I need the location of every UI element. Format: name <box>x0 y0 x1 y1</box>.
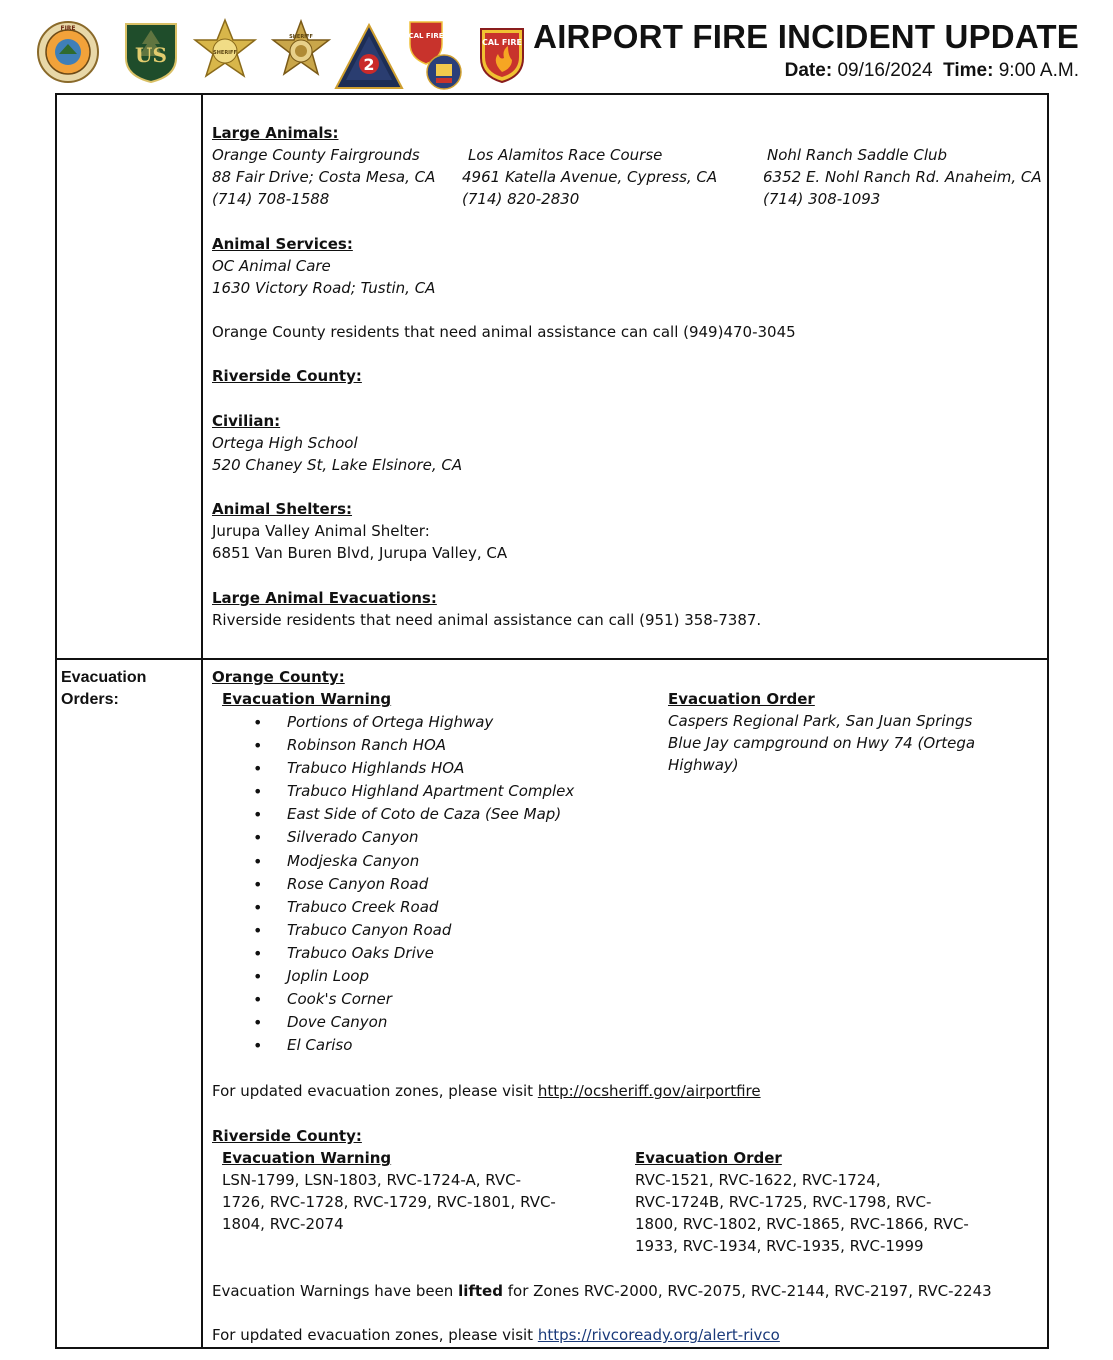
venue-phone: (714) 708-1588 <box>212 190 330 208</box>
oc-warning-item: • East Side of Coto de Caza (See Map) <box>212 803 574 826</box>
evacuation-orders-label: Evacuation Orders: <box>61 669 147 708</box>
rc-order-line: 1800, RVC-1802, RVC-1865, RVC-1866, RVC- <box>635 1215 969 1233</box>
large-animals-heading: Large Animals: <box>212 124 339 142</box>
rc-order-line: 1933, RVC-1934, RVC-1935, RVC-1999 <box>635 1237 924 1255</box>
rc-lifted-bold: lifted <box>458 1282 503 1300</box>
rc-order-line: RVC-1521, RVC-1622, RVC-1724, <box>635 1171 881 1189</box>
oc-warning-list <box>212 711 574 1057</box>
rc-warning-line: 1804, RVC-2074 <box>222 1215 344 1233</box>
venue-phone: (714) 820-2830 <box>462 190 580 208</box>
oc-warning-item: • Trabuco Canyon Road <box>212 919 574 942</box>
rc-order-block <box>635 1147 969 1257</box>
oc-warning-item: • Dove Canyon <box>212 1011 574 1034</box>
oc-warning-item: • Trabuco Highland Apartment Complex <box>212 780 574 803</box>
rc-warning-line: LSN-1799, LSN-1803, RVC-1724-A, RVC- <box>222 1171 521 1189</box>
incident-table <box>55 93 1049 1349</box>
cal-fire-riverside-logo <box>406 18 464 92</box>
oc-updated-prefix: For updated evacuation zones, please visit <box>212 1082 538 1100</box>
venue-phone: (714) 308-1093 <box>763 190 881 208</box>
oc-heading: Orange County: <box>212 668 345 686</box>
animal-services-name: OC Animal Care <box>212 257 331 275</box>
oc-warning-item: • Robinson Ranch HOA <box>212 734 574 757</box>
logo-text: SHERIFF <box>213 50 237 56</box>
rc-warning-heading: Evacuation Warning <box>222 1149 392 1167</box>
venue-name: Nohl Ranch Saddle Club <box>767 146 948 164</box>
oc-order-line: Caspers Regional Park, San Juan Springs <box>668 712 973 730</box>
logo-text: CAL FIRE <box>481 38 523 47</box>
oc-warning-heading: Evacuation Warning <box>222 690 392 708</box>
animal-services-heading: Animal Services: <box>212 235 353 253</box>
rc-updated-line <box>212 1324 780 1346</box>
riverside-county-sheriff-logo <box>192 18 258 84</box>
orange-county-sheriff-logo <box>268 18 334 84</box>
logo-text: CAL FIRE <box>408 32 444 40</box>
date-time-line <box>785 60 1079 82</box>
us-forest-service-logo <box>118 18 184 84</box>
oc-warning-item: • Trabuco Highlands HOA <box>212 757 574 780</box>
venue-address: 6352 E. Nohl Ranch Rd. Anaheim, CA <box>763 168 1042 186</box>
logo-text: SHERIFF <box>289 34 313 40</box>
civilian-block <box>212 410 462 476</box>
oc-warning-item: • Portions of Ortega Highway <box>212 711 574 734</box>
oc-warning-item: • Rose Canyon Road <box>212 873 574 896</box>
time-label: Time: <box>943 60 994 81</box>
venue-name: Orange County Fairgrounds <box>212 146 420 164</box>
column-divider <box>201 95 203 1347</box>
time-value: 9:00 A.M. <box>998 60 1079 81</box>
rivcoready-link[interactable]: https://rivcoready.org/alert-rivco <box>537 1326 780 1344</box>
large-animals-block <box>212 122 338 144</box>
civilian-address: 520 Chaney St, Lake Elsinore, CA <box>212 456 463 474</box>
venue-nohlranch <box>763 144 1042 210</box>
oc-animal-assist-text: Orange County residents that need animal assistance can call (949)470-3045 <box>212 323 796 341</box>
logo-text: 2 <box>363 55 375 74</box>
rc-order-heading: Evacuation Order <box>635 1149 782 1167</box>
rc-lifted-prefix: Evacuation Warnings have been <box>212 1282 459 1300</box>
cal-fire-logo <box>478 26 526 84</box>
animal-shelters-address: 6851 Van Buren Blvd, Jurupa Valley, CA <box>212 544 508 562</box>
rc-order-line: RVC-1724B, RVC-1725, RVC-1798, RVC- <box>635 1193 932 1211</box>
rc-warning-line: 1726, RVC-1728, RVC-1729, RVC-1801, RVC- <box>222 1193 556 1211</box>
animal-shelters-name: Jurupa Valley Animal Shelter: <box>212 522 430 540</box>
venue-losalamitos <box>462 144 717 210</box>
row-divider <box>57 658 1047 660</box>
rc-heading: Riverside County: <box>212 1127 362 1145</box>
oc-warning-item: • Joplin Loop <box>212 965 574 988</box>
animal-shelters-block <box>212 498 507 564</box>
logo-text: FIRE <box>60 25 76 32</box>
animal-shelters-heading: Animal Shelters: <box>212 500 353 518</box>
page-title: AIRPORT FIRE INCIDENT UPDATE <box>533 18 1079 55</box>
date-label: Date: <box>784 60 833 81</box>
oc-warning-item: • Trabuco Oaks Drive <box>212 942 574 965</box>
oc-order-heading: Evacuation Order <box>668 690 815 708</box>
rc-lifted-suffix: for Zones RVC-2000, RVC-2075, RVC-2144, RVC-2197, RVC-2243 <box>502 1282 992 1300</box>
venue-ocfair <box>212 144 435 210</box>
cal-oes-region-2-logo <box>334 22 404 92</box>
logo-text: US <box>135 43 167 67</box>
oc-warning-item: • Modjeska Canyon <box>212 850 574 873</box>
large-animal-evac-text: Riverside residents that need animal assistance can call (951) 358-7387. <box>212 611 762 629</box>
oc-order-block <box>668 688 975 776</box>
riverside-county-heading: Riverside County: <box>212 367 362 385</box>
rc-updated-prefix: For updated evacuation zones, please visit <box>212 1326 538 1344</box>
oc-order-line: Highway) <box>668 756 739 774</box>
rc-lifted-line <box>212 1280 992 1302</box>
civilian-heading: Civilian: <box>212 412 281 430</box>
oc-airportfire-link[interactable]: http://ocsheriff.gov/airportfire <box>537 1082 761 1100</box>
oc-warning-item: • Trabuco Creek Road <box>212 896 574 919</box>
orange-county-fire-authority-logo <box>35 18 101 84</box>
rc-warning-block <box>222 1147 556 1235</box>
venue-address: 88 Fair Drive; Costa Mesa, CA <box>212 168 436 186</box>
page-header <box>0 0 1113 94</box>
civilian-name: Ortega High School <box>212 434 358 452</box>
large-animal-evac-block <box>212 587 761 631</box>
oc-order-line: Blue Jay campground on Hwy 74 (Ortega <box>668 734 976 752</box>
animal-services-block <box>212 233 435 299</box>
animal-services-address: 1630 Victory Road; Tustin, CA <box>212 279 436 297</box>
date-value: 09/16/2024 <box>837 60 933 81</box>
large-animal-evac-heading: Large Animal Evacuations: <box>212 589 437 607</box>
oc-warning-item: • El Cariso <box>212 1034 574 1057</box>
venue-address: 4961 Katella Avenue, Cypress, CA <box>462 168 718 186</box>
oc-warning-item: • Cook's Corner <box>212 988 574 1011</box>
oc-warning-item: • Silverado Canyon <box>212 826 574 849</box>
venue-name: Los Alamitos Race Course <box>468 146 663 164</box>
oc-updated-line <box>212 1080 761 1102</box>
